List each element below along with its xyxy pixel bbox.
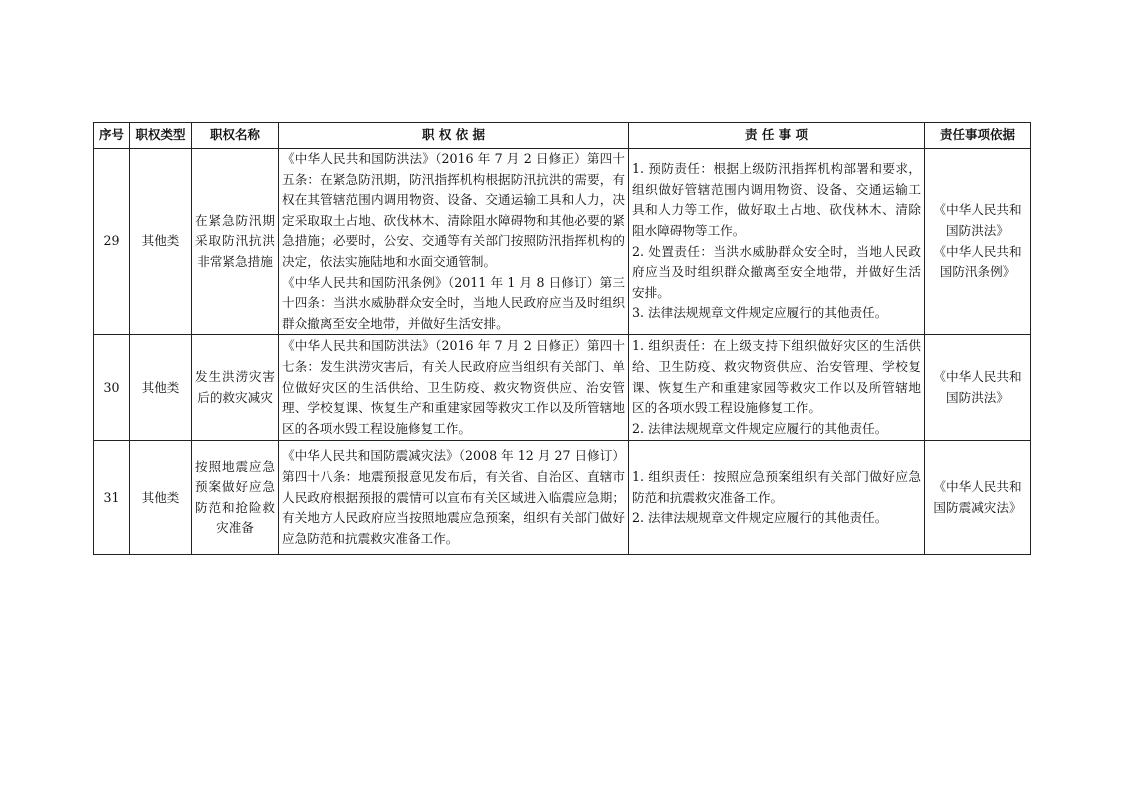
cell-ref xyxy=(925,335,1031,441)
header-ref: 责任事项依据 xyxy=(925,123,1031,149)
cell-name: 在紧急防汛期采取防汛抗洪非常紧急措施 xyxy=(192,149,279,335)
header-seq: 序号 xyxy=(94,123,130,149)
header-type: 职权类型 xyxy=(130,123,192,149)
basis-paragraph: 《中华人民共和国防震减灾法》（2008 年 12 月 27 日修订）第四十八条：地震预报意见发布后，有关省、自治区、直辖市人民政府根据预报的震情可以宣布有关区域进入临震应急期；有关地方人民政府应当按照地震应急预案，组织有关部门做好应急防范和抗震救灾准备工作。 xyxy=(282,448,625,546)
cell-basis xyxy=(279,441,629,555)
duty-item: 1. 预防责任：根据上级防汛指挥机构部署和要求，组织做好管辖范围内调用物资、设备、交通运输工具和人力等工作，做好取土占地、砍伐林木、清除阻水障碍物等工作。 xyxy=(632,161,921,239)
cell-duty xyxy=(629,149,925,335)
cell-ref xyxy=(925,441,1031,555)
table-row xyxy=(94,335,1031,441)
header-basis: 职 权 依 据 xyxy=(279,123,629,149)
table-row xyxy=(94,441,1031,555)
duty-item: 3. 法律法规规章文件规定应履行的其他责任。 xyxy=(632,305,888,321)
ref-item: 《中华人民共和国防洪法》 xyxy=(933,369,1022,405)
header-duty: 责 任 事 项 xyxy=(629,123,925,149)
cell-ref xyxy=(925,149,1031,335)
cell-duty xyxy=(629,335,925,441)
cell-seq: 29 xyxy=(94,149,130,335)
duty-item: 1. 组织责任：按照应急预案组织有关部门做好应急防范和抗震救灾准备工作。 xyxy=(632,468,921,505)
duty-item: 1. 组织责任：在上级支持下组织做好灾区的生活供给、卫生防疫、救灾物资供应、治安管理、学校复课、恢复生产和重建家园等救灾工作以及所管辖地区的各项水毁工程设施修复工作。 xyxy=(632,338,921,416)
duty-item: 2. 法律法规规章文件规定应履行的其他责任。 xyxy=(632,420,888,436)
cell-seq: 31 xyxy=(94,441,130,555)
basis-paragraph: 《中华人民共和国防洪法》（2016 年 7 月 2 日修正）第四十五条：在紧急防汛期，防汛指挥机构根据防汛抗洪的需要，有权在其管辖范围内调用物资、设备、交通运输工具和人力，决定采取取土占地、砍伐林木、清除阻水障碍物和其他必要的紧急措施；必要时，公安、交通等有关部门按照防汛指挥机构的决定，依法实施陆地和水面交通管制。 xyxy=(282,151,625,269)
table-header-row xyxy=(94,123,1031,149)
ref-item: 《中华人民共和国防汛条例》 xyxy=(933,243,1022,280)
table-row xyxy=(94,149,1031,335)
basis-paragraph: 《中华人民共和国防洪法》（2016 年 7 月 2 日修正）第四十七条：发生洪涝灾害后，有关人民政府应当组织有关部门、单位做好灾区的生活供给、卫生防疫、救灾物资供应、治安管理、学校复课、恢复生产和重建家园等救灾工作以及所管辖地区的各项水毁工程设施修复工作。 xyxy=(282,338,625,436)
ref-item: 《中华人民共和国防洪法》 xyxy=(933,202,1022,239)
duty-item: 2. 处置责任：当洪水威胁群众安全时，当地人民政府应当及时组织群众撤离至安全地带，并做好生活安排。 xyxy=(632,243,921,300)
cell-seq: 30 xyxy=(94,335,130,441)
cell-type: 其他类 xyxy=(130,441,192,555)
duty-item: 2. 法律法规规章文件规定应履行的其他责任。 xyxy=(632,510,888,526)
ref-item: 《中华人民共和国防震减灾法》 xyxy=(933,479,1022,515)
header-name: 职权名称 xyxy=(192,123,279,149)
duty-list-table xyxy=(93,122,1031,555)
cell-basis xyxy=(279,335,629,441)
cell-type: 其他类 xyxy=(130,335,192,441)
basis-paragraph: 《中华人民共和国防汛条例》（2011 年 1 月 8 日修订）第三十四条：当洪水威胁群众安全时，当地人民政府应当及时组织群众撤离至安全地带，并做好生活安排。 xyxy=(282,274,625,331)
cell-name: 发生洪涝灾害后的救灾减灾 xyxy=(192,335,279,441)
cell-duty xyxy=(629,441,925,555)
cell-name: 按照地震应急预案做好应急防范和抢险救灾准备 xyxy=(192,441,279,555)
cell-basis xyxy=(279,149,629,335)
cell-type: 其他类 xyxy=(130,149,192,335)
